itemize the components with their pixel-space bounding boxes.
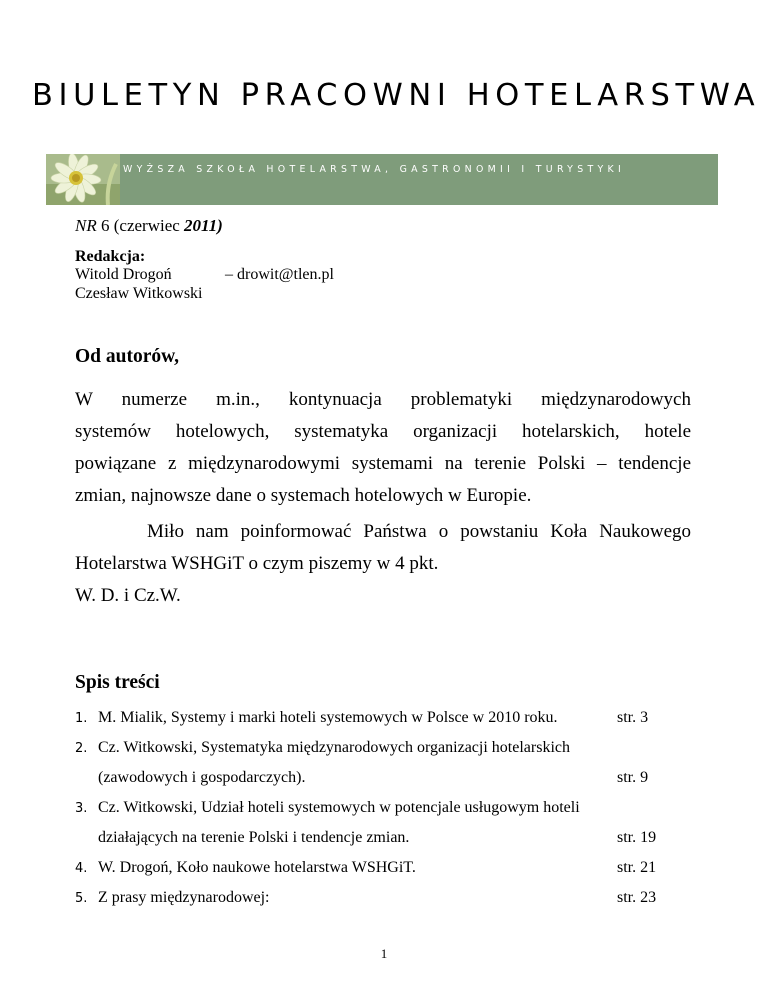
paragraph-line: Hotelarstwa WSHGiT o czym piszemy w 4 pkt. xyxy=(75,553,439,574)
toc-item-title-cont: działających na terenie Polski i tendencje zmian. xyxy=(98,829,410,846)
toc-item-number: 2. xyxy=(75,741,88,756)
toc-item-title-cont: (zawodowych i gospodarczych). xyxy=(98,769,306,786)
intro-paragraph-1 xyxy=(75,384,691,512)
issue-info xyxy=(75,216,223,236)
issue-year: 2011) xyxy=(184,216,223,235)
paragraph-line: zmian, najnowsze dane o systemach hotelowych w Europie. xyxy=(75,485,532,506)
bulletin-title: BIULETYN PRACOWNI HOTELARSTWA xyxy=(32,78,761,113)
toc-item-title: M. Mialik, Systemy i marki hoteli systemowych w Polsce w 2010 roku. xyxy=(98,709,558,726)
paragraph-line: systemów hotelowych, systematyka organizacji hotelarskich, hotele xyxy=(75,421,691,442)
toc-item-number: 4. xyxy=(75,861,88,876)
toc-item-page: str. 23 xyxy=(617,889,657,906)
toc-item-title: Cz. Witkowski, Udział hoteli systemowych w potencjale usługowym hoteli xyxy=(98,799,580,816)
paragraph-line: Miło nam poinformować Państwa o powstaniu Koła Naukowego xyxy=(147,521,691,542)
daisy-flower-logo xyxy=(46,154,120,205)
toc-item-page: str. 19 xyxy=(617,829,657,846)
toc-item-title: W. Drogoń, Koło naukowe hotelarstwa WSHGiT. xyxy=(98,859,416,876)
editor-1 xyxy=(75,266,334,284)
institution-name: WYŻSZA SZKOŁA HOTELARSTWA, GASTRONOMII I TURYSTYKI xyxy=(123,164,626,175)
toc-item-title: Z prasy międzynarodowej: xyxy=(98,889,270,906)
toc-item-number: 5. xyxy=(75,891,88,906)
toc-heading: Spis treści xyxy=(75,672,160,693)
editor-1-name: Witold Drogoń xyxy=(75,266,172,283)
editorial-label: Redakcja: xyxy=(75,248,146,265)
paragraph-line: W numerze m.in., kontynuacja problematyki międzynarodowych xyxy=(75,389,691,410)
toc-item-title: Cz. Witkowski, Systematyka międzynarodowych organizacji hotelarskich xyxy=(98,739,570,756)
editor-1-email: – drowit@tlen.pl xyxy=(225,266,334,283)
toc-item-number: 3. xyxy=(75,801,88,816)
intro-paragraph-2 xyxy=(75,516,691,612)
toc-item-page: str. 21 xyxy=(617,859,657,876)
toc-item-page: str. 3 xyxy=(617,709,649,726)
editor-2: Czesław Witkowski xyxy=(75,285,203,302)
issue-number: 6 (czerwiec xyxy=(96,216,185,235)
intro-heading: Od autorów, xyxy=(75,346,180,367)
toc-item-number: 1. xyxy=(75,711,88,726)
page-number: 1 xyxy=(380,946,388,961)
institution-banner xyxy=(46,154,718,205)
signature: W. D. i Cz.W. xyxy=(75,585,181,606)
issue-nr-label: NR xyxy=(75,216,97,235)
paragraph-line: powiązane z międzynarodowymi systemami na terenie Polski – tendencje xyxy=(75,453,691,474)
toc-item-page: str. 9 xyxy=(617,769,649,786)
